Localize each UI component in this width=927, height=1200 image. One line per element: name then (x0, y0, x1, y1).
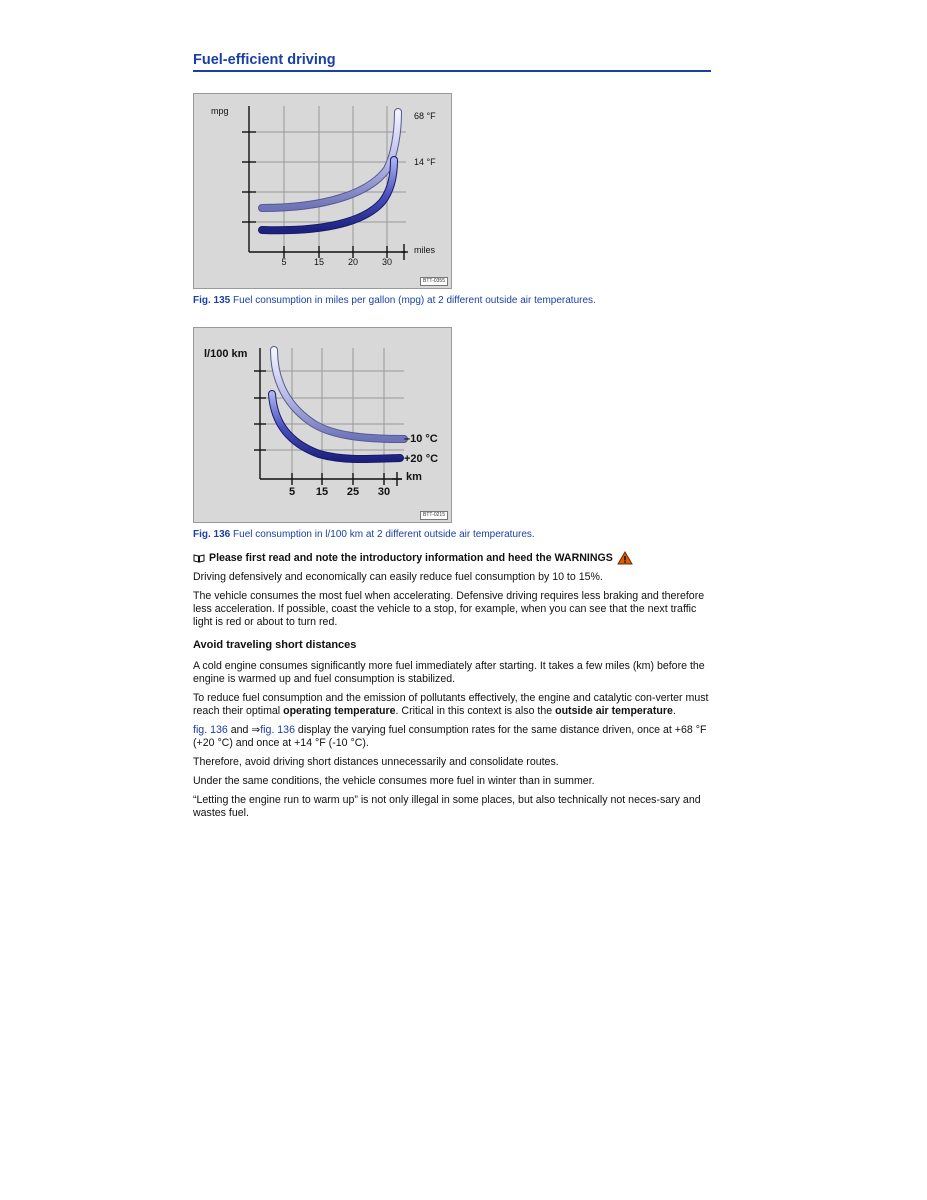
bold-term: operating temperature (283, 705, 396, 717)
figure-code: BTT-0355 (420, 277, 448, 286)
figure-136-chart (193, 327, 452, 523)
caption-text: Fuel consumption in miles per gallon (mpg) at 2 different outside air temperatures. (233, 295, 596, 306)
x-tick-label: 5 (281, 257, 287, 267)
text-run: display the varying fuel consumption rates for the same distance driven, once at +68 °F (+20 °C) and once at +14 °F (-10 °C). (193, 724, 707, 749)
figure-code: BTT-0215 (420, 511, 448, 520)
figure-136-caption (193, 529, 535, 540)
section-subheading: Avoid traveling short distances (193, 639, 357, 651)
series-label-plus20c: +20 °C (404, 453, 439, 465)
series-label-14f: 14 °F (414, 157, 436, 167)
figure-135-chart (193, 93, 452, 289)
bold-term: outside air temperature (555, 705, 673, 717)
caption-text: Fuel consumption in l/100 km at 2 different outside air temperatures. (233, 529, 535, 540)
curve-14f (262, 160, 394, 230)
x-tick-label: 25 (346, 486, 360, 498)
x-tick-label: 30 (381, 257, 393, 267)
paragraph (193, 692, 711, 718)
caption-number: Fig. 136 (193, 529, 231, 540)
paragraph: A cold engine consumes significantly more fuel immediately after starting. It takes a few miles (km) before the engine is warmed up and fuel consumption is stabilized. (193, 660, 705, 685)
x-tick-label: 5 (288, 486, 296, 498)
paragraph: Driving defensively and economically can easily reduce fuel consumption by 10 to 15%. (193, 571, 603, 583)
x-tick-label: 20 (347, 257, 359, 267)
body-text (193, 551, 711, 826)
warning-notice (193, 551, 711, 565)
notice-text: Please first read and note the introductory information and heed the WARNINGS (209, 551, 613, 564)
y-axis-label: mpg (211, 106, 229, 116)
figure-link[interactable]: fig. 136 (260, 724, 295, 736)
x-tick-label: 30 (377, 486, 391, 498)
figure-136-svg (194, 328, 451, 522)
series-label-minus10c: –10 °C (404, 433, 438, 445)
book-icon (193, 554, 205, 563)
y-axis-label: l/100 km (204, 348, 248, 360)
paragraph (193, 724, 711, 750)
x-axis-unit: miles (414, 245, 436, 255)
figure-135-svg (194, 94, 451, 288)
x-tick-label: 15 (315, 486, 329, 498)
figure-135-caption (193, 295, 596, 306)
curve-68f (262, 112, 398, 208)
warning-triangle-icon (617, 551, 633, 565)
axes (242, 106, 408, 260)
arrow-icon: ⇒ (251, 724, 261, 736)
text-run: . (672, 705, 676, 717)
curve-68f-outline (262, 112, 398, 208)
x-tick-label: 15 (313, 257, 325, 267)
paragraph: Under the same conditions, the vehicle consumes more fuel in winter than in summer. (193, 775, 595, 787)
paragraph: The vehicle consumes the most fuel when accelerating. Defensive driving requires less braking and therefore less acceleration. If possible, coast the vehicle to a stop, for example, when you can see that the next traffic light is red or about to turn red. (193, 590, 705, 628)
caption-number: Fig. 135 (193, 295, 231, 306)
figure-link[interactable]: fig. 136 (193, 724, 228, 736)
paragraph: “Letting the engine run to warm up” is not only illegal in some places, but also technically not neces-sary and wastes fuel. (193, 794, 701, 819)
series-label-68f: 68 °F (414, 111, 436, 121)
text-run: To reduce fuel consumption and the emission of pollutants effectively, the engine and catalytic con-verter must reach their optimal (193, 692, 709, 717)
page-title: Fuel-efficient driving (193, 52, 711, 72)
text-run: . Critical in this context is also the (395, 705, 556, 717)
text-run: and (227, 724, 252, 736)
x-axis-unit: km (406, 471, 422, 483)
curve-14f-outline (262, 160, 394, 230)
paragraph: Therefore, avoid driving short distances unnecessarily and consolidate routes. (193, 756, 559, 768)
